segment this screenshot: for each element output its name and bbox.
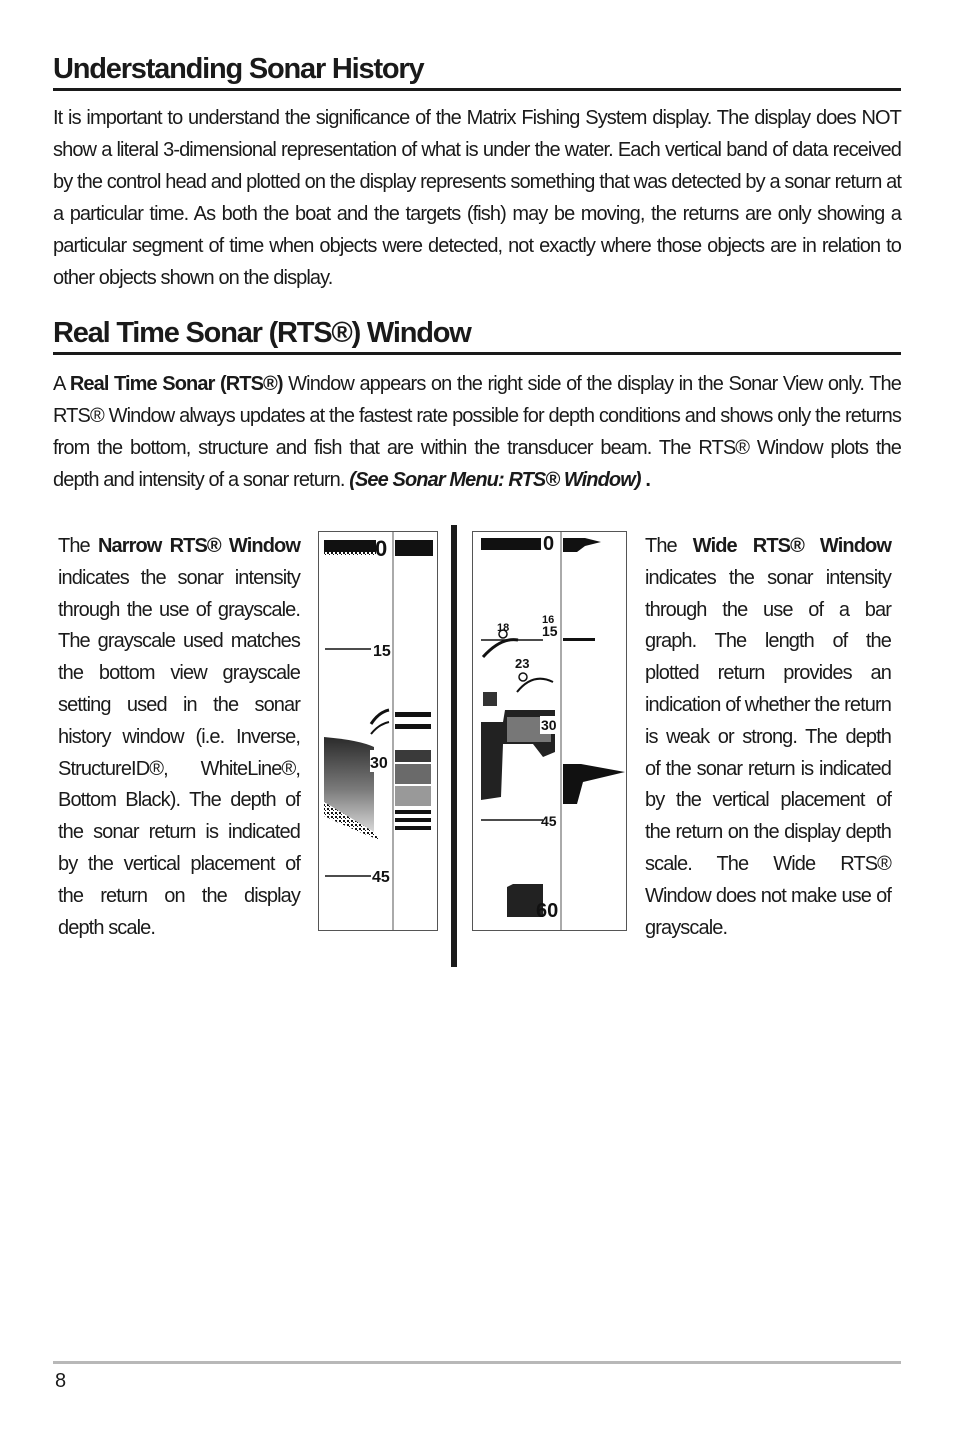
wide-bottom-bar bbox=[563, 764, 625, 804]
rts-menu-reference: (See Sonar Menu: RTS® Window) bbox=[349, 469, 641, 491]
rts-intro-term: Real Time Sonar (RTS®) bbox=[69, 373, 283, 395]
rts-intro-body: Window appears on the right side of the display in the Sonar View only. The RTS® Window always updates at the fastest rate possible for depth conditions and shows only the returns from the bottom, structure and fish that are within the transducer beam. The RTS® Window plots the depth and intensity of a sonar return. bbox=[53, 373, 902, 491]
rts-intro-prefix: A bbox=[53, 373, 70, 395]
wide-surface-bar bbox=[563, 538, 601, 552]
wide-depth-0: 0 bbox=[543, 533, 555, 555]
narrow-bottom-line-2 bbox=[395, 818, 431, 822]
footer-rule bbox=[53, 1361, 901, 1364]
wide-structure-speckle bbox=[483, 692, 497, 706]
section-heading-rts-window: Real Time Sonar (RTS®) Window bbox=[53, 316, 901, 355]
wide-fish-depth-16: 16 bbox=[542, 614, 555, 626]
narrow-bottom-line-3 bbox=[395, 826, 431, 830]
narrow-prefix: The bbox=[58, 535, 98, 557]
narrow-fish-band-2 bbox=[395, 724, 431, 729]
narrow-bottom-line-1 bbox=[395, 810, 431, 814]
narrow-rts-illustration bbox=[318, 531, 438, 931]
narrow-bottom-band-3 bbox=[395, 786, 431, 806]
rts-intro-end: . bbox=[640, 469, 650, 491]
wide-prefix: The bbox=[645, 535, 693, 557]
wide-depth-15: 15 bbox=[542, 623, 558, 639]
wide-fish-depth-23: 23 bbox=[515, 656, 530, 671]
wide-depth-30: 30 bbox=[541, 717, 557, 733]
narrow-rts-term: Narrow RTS® Window bbox=[97, 535, 300, 557]
wide-fish-bar bbox=[563, 638, 595, 641]
illustration-divider bbox=[451, 525, 457, 967]
narrow-depth-0: 0 bbox=[375, 536, 388, 561]
wide-rts-description bbox=[645, 531, 891, 944]
narrow-fish-arch-2 bbox=[371, 722, 389, 734]
narrow-depth-30: 30 bbox=[370, 755, 388, 772]
sonar-history-paragraph: It is important to understand the significance of the Matrix Fishing System display. The display does NOT show a literal 3-dimensional representation of what is under the water. Each vertical band of data received by the control head and plotted on the display represents something that was detected by a sonar return at a particular time. As both the boat and the targets (fish) may be moving, the returns are only showing a particular segment of time when objects were detected, not exactly where those objects are in relation to other objects shown on the display. bbox=[53, 107, 901, 289]
wide-rts-illustration bbox=[472, 531, 627, 931]
narrow-depth-15: 15 bbox=[373, 643, 391, 660]
narrow-surface-return bbox=[395, 540, 433, 556]
wide-fish-icon-2 bbox=[519, 673, 527, 681]
narrow-bottom-band-1 bbox=[395, 750, 431, 762]
narrow-depth-45: 45 bbox=[372, 869, 390, 886]
narrow-fish-band-1 bbox=[395, 712, 431, 717]
narrow-rts-svg bbox=[319, 532, 437, 930]
wide-surface-clutter bbox=[481, 538, 541, 550]
narrow-rts-description bbox=[58, 531, 300, 944]
rts-intro-paragraph bbox=[53, 368, 901, 496]
page-number: 8 bbox=[55, 1370, 67, 1392]
narrow-bottom-band-2 bbox=[395, 764, 431, 784]
wide-fish-depth-18: 18 bbox=[497, 622, 510, 634]
wide-depth-60: 60 bbox=[536, 900, 559, 922]
narrow-body: indicates the sonar intensity through the use of grayscale. The grayscale used matches the bottom view grayscale setting used in the sonar history window (i.e. Inverse, StructureID®, WhiteLine®, Bottom Black). The depth of the sonar return is indicated by the vertical placement of the return on the display depth scale. bbox=[58, 566, 300, 939]
wide-fish-arch-1 bbox=[483, 640, 518, 657]
narrow-surface-speckle bbox=[324, 552, 376, 556]
wide-depth-45: 45 bbox=[541, 813, 557, 829]
wide-rts-term: Wide RTS® Window bbox=[692, 535, 892, 557]
section-heading-sonar-history: Understanding Sonar History bbox=[53, 52, 901, 91]
wide-body: indicates the sonar intensity through the use of a bar graph. The length of the plotted return provides an indication of whether the return is weak or strong. The depth of the sonar return is indicated by the vertical placement of the return on the display depth scale. The Wide RTS® Window does not make use of grayscale. bbox=[645, 566, 891, 939]
wide-rts-svg bbox=[473, 532, 626, 930]
